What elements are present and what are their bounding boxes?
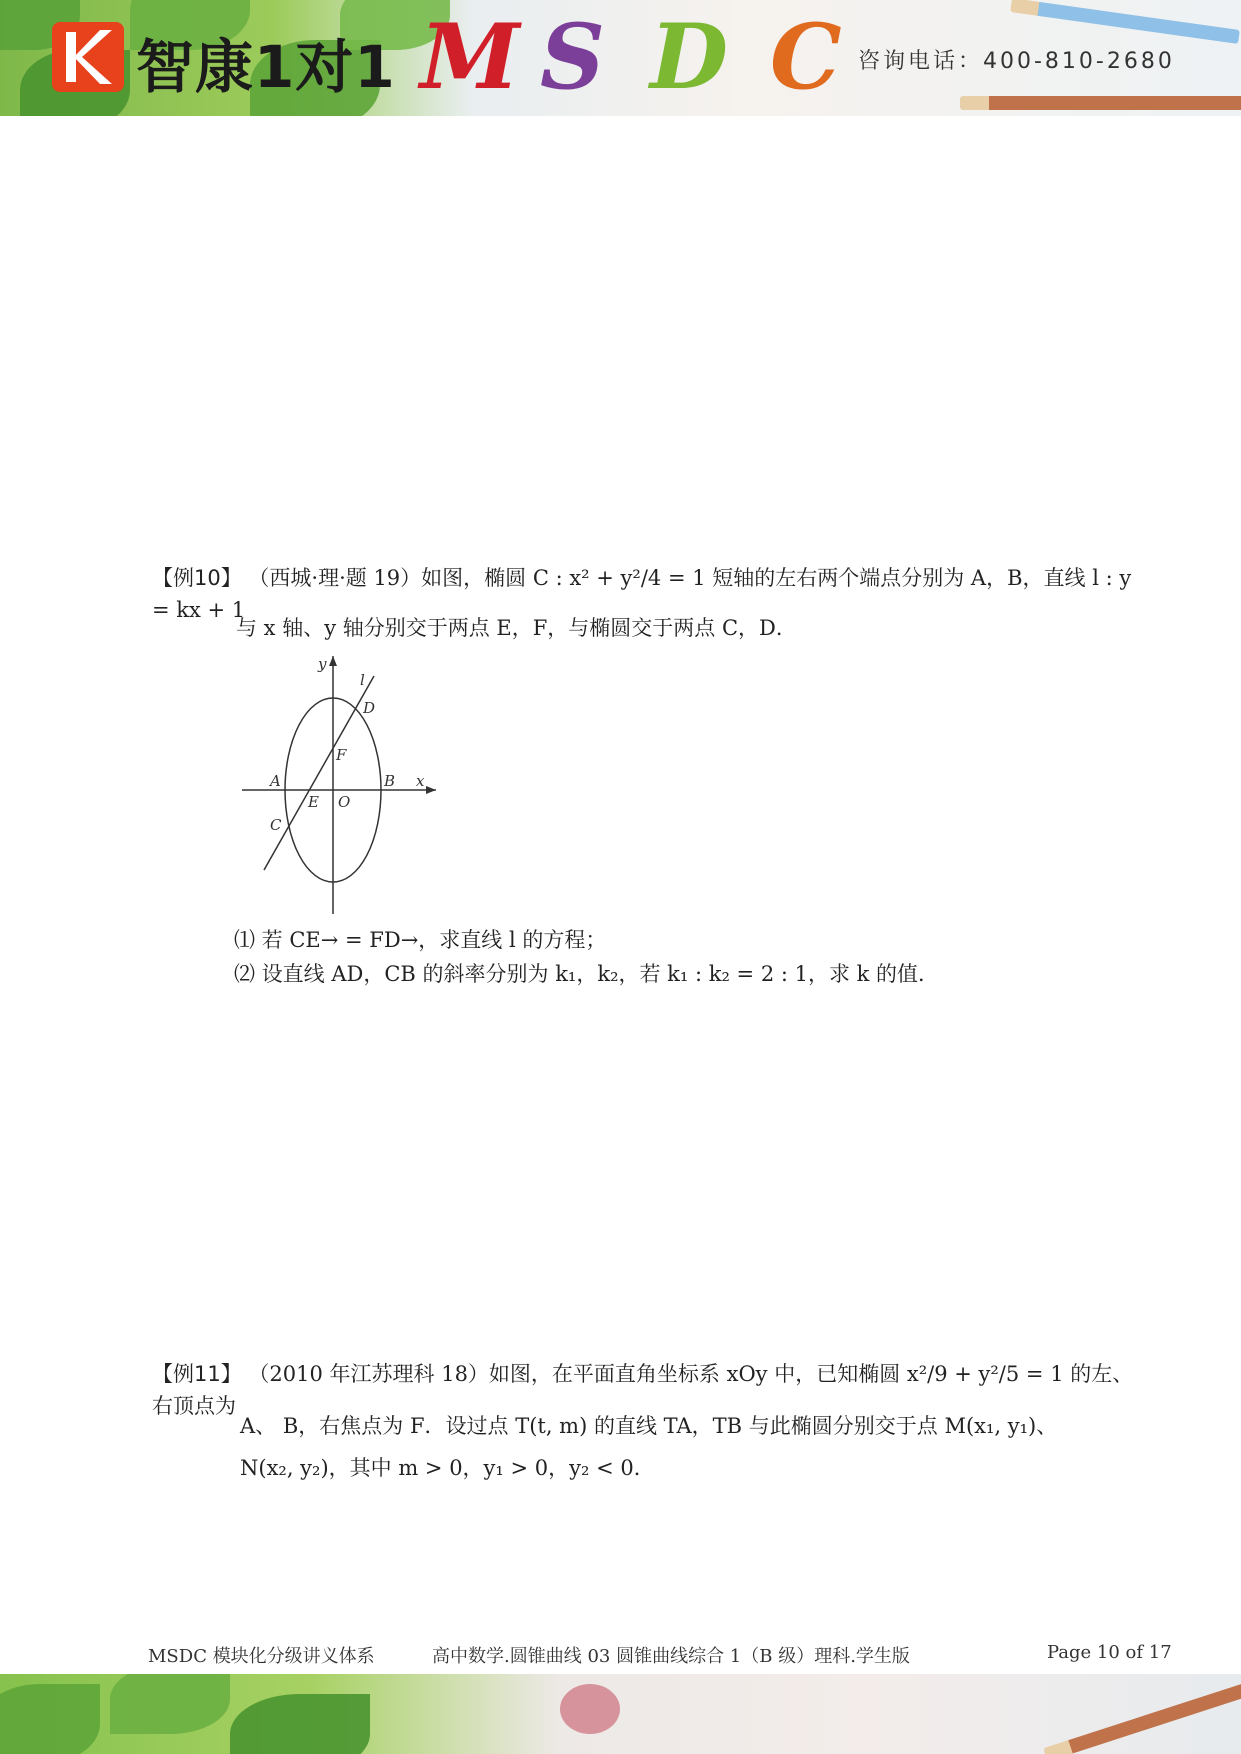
example-11-tag: 【例11】 [152, 1362, 242, 1386]
example-11-line3: N(x₂, y₂)，其中 m > 0，y₁ > 0，y₂ < 0． [240, 1456, 655, 1480]
pencil-icon [1043, 1680, 1241, 1754]
label-b: B [384, 772, 396, 790]
footer-series: MSDC 模块化分级讲义体系 [148, 1646, 375, 1667]
label-a: A [270, 772, 281, 790]
example-10-line2: 与 x 轴、y 轴分别交于两点 E，F，与椭圆交于两点 C，D． [236, 616, 797, 640]
example-10-question-1: ⑴ 若 CE→ = FD→，求直线 l 的方程； [234, 928, 607, 952]
label-l: l [360, 671, 365, 689]
footer-course-title: 高中数学.圆锥曲线 03 圆锥曲线综合 1（B 级）理科.学生版 [432, 1646, 910, 1667]
y-axis-arrow-icon [329, 656, 337, 666]
example-10-question-2: ⑵ 设直线 AD，CB 的斜率分别为 k₁，k₂，若 k₁ : k₂ = 2 : 1，求 k 的值． [234, 962, 940, 986]
ellipse-line-figure [236, 652, 444, 916]
label-d: D [363, 699, 376, 717]
msdc-letter-c: C [770, 4, 842, 110]
label-c: C [270, 816, 282, 834]
example-11-line1: （2010 年江苏理科 18）如图，在平面直角坐标系 xOy 中，已知椭圆 x²/9 + y²/5 = 1 的左、右顶点为 [152, 1362, 1134, 1418]
brand-name: 智康1对1 [136, 33, 396, 101]
footer-page-number: Page 10 of 17 [1047, 1642, 1172, 1663]
msdc-letter-m: M [420, 4, 520, 110]
pencil-icon [960, 96, 1241, 110]
brand-logo-icon [52, 22, 124, 92]
example-10-tag: 【例10】 [152, 566, 242, 590]
consult-phone: 咨询电话：400-810-2680 [858, 49, 1175, 74]
example-10-line1: （西城·理·题 19）如图，椭圆 C : x² + y²/4 = 1 短轴的左右两个端点分别为 A，B，直线 l : y = kx + 1 [152, 566, 1132, 622]
label-f: F [336, 746, 347, 764]
page-header-banner [0, 0, 1241, 116]
label-y: y [318, 655, 327, 673]
msdc-letter-s: S [540, 4, 605, 110]
pencil-icon [1010, 0, 1240, 44]
label-e: E [308, 793, 319, 811]
msdc-letter-d: D [650, 4, 729, 110]
x-axis-arrow-icon [426, 786, 436, 794]
page-footer-banner [0, 1674, 1241, 1754]
example-11-line2: A、 B，右焦点为 F．设过点 T(t, m) 的直线 TA，TB 与此椭圆分别交于点 M(x₁, y₁)、 [240, 1414, 1058, 1438]
label-o: O [338, 793, 351, 811]
label-x: x [416, 772, 425, 790]
